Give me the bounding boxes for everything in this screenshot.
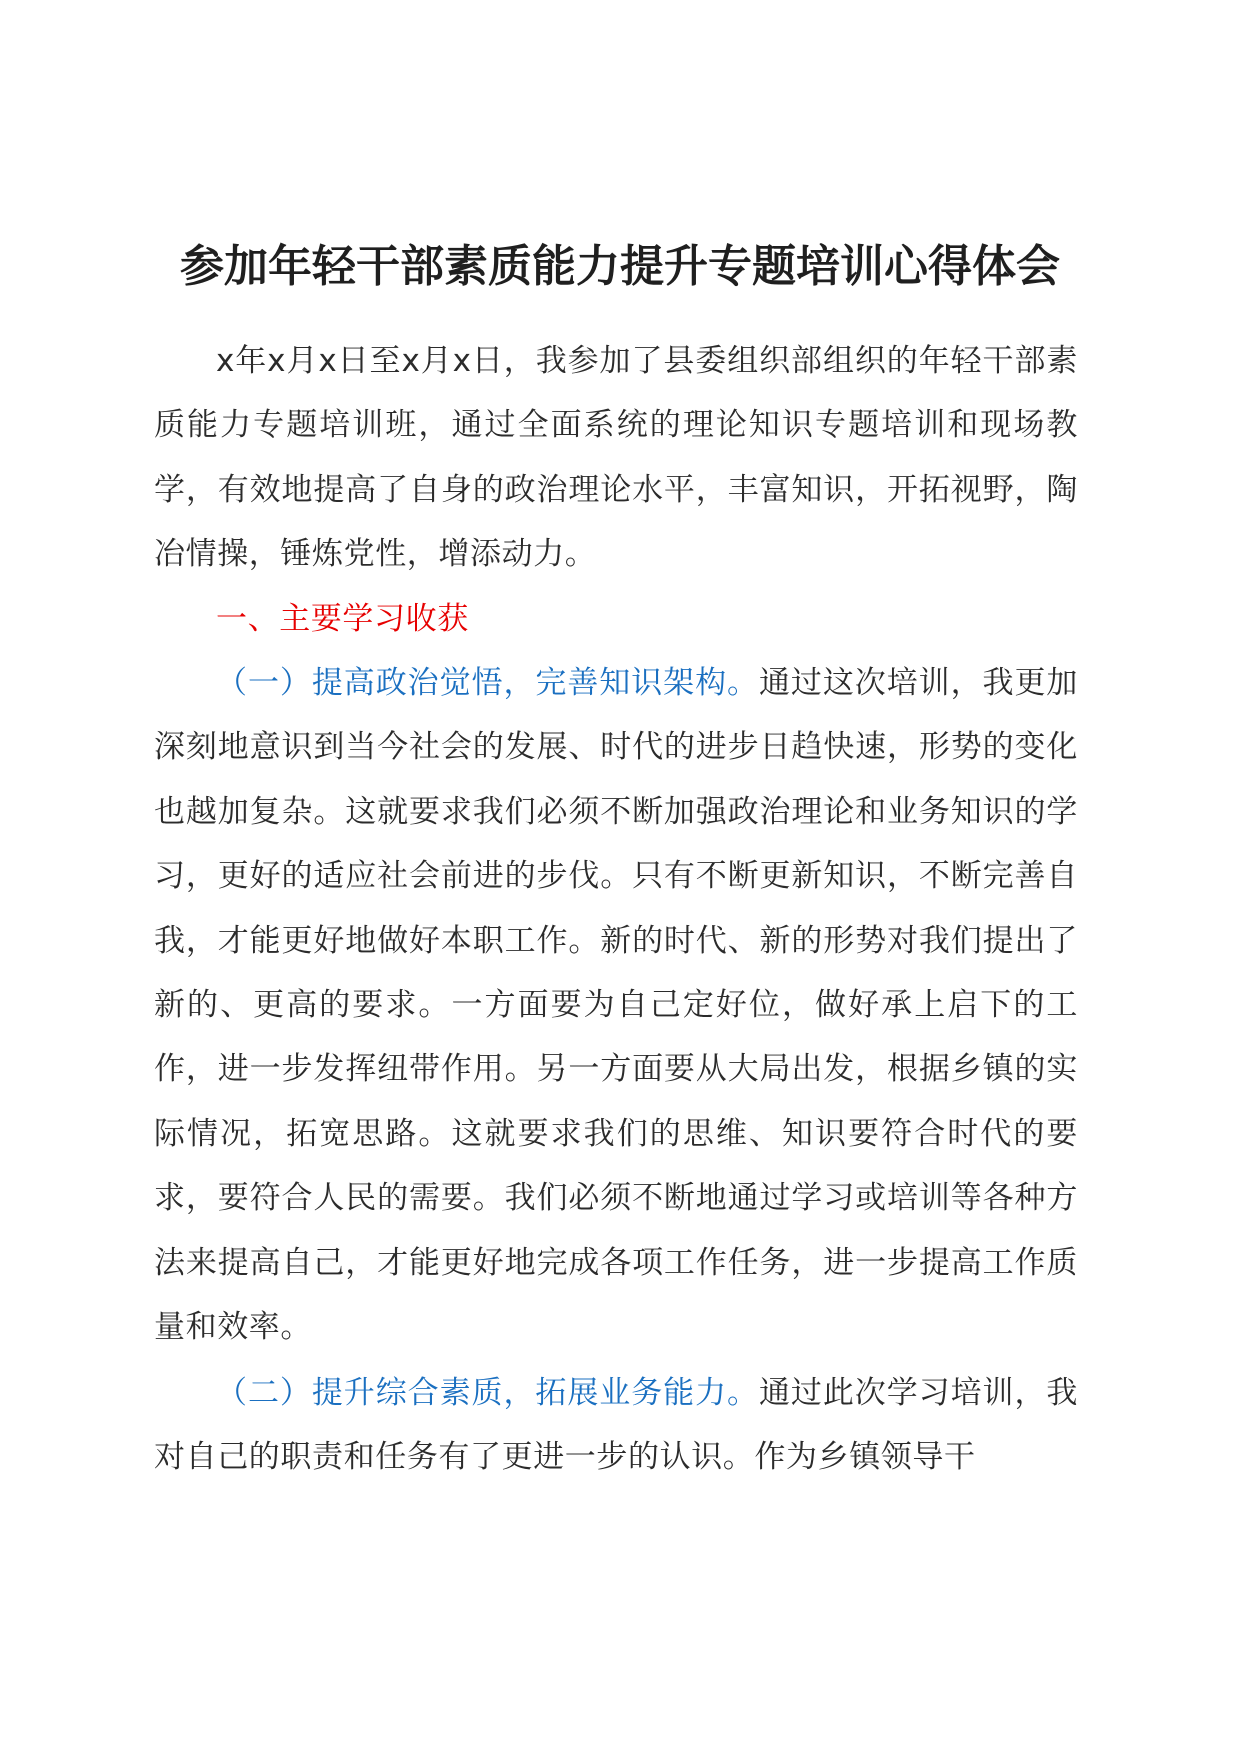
intro-paragraph: x年x月x日至x月x日，我参加了县委组织部组织的年轻干部素质能力专题培训班，通过全面系统的理论知识专题培训和现场教学，有效地提高了自身的政治理论水平，丰富知识，开拓视野，陶冶情操，锤炼党性，增添动力。 xyxy=(154,343,1078,573)
subsection-1-body: 通过这次培训，我更加深刻地意识到当今社会的发展、时代的进步日趋快速，形势的变化也越加复杂。这就要求我们必须不断加强政治理论和业务知识的学习，更好的适应社会前进的步伐。只有不断更新知识，不断完善自我，才能更好地做好本职工作。新的时代、新的形势对我们提出了新的、更高的要求。一方面要为自己定好位，做好承上启下的工作，进一步发挥纽带作用。另一方面要从大局出发，根据乡镇的实际情况，拓宽思路。这就要求我们的思维、知识要符合时代的要求，要符合人民的需要。我们必须不断地通过学习或培训等各种方法来提高自己，才能更好地完成各项工作任务，进一步提高工作质量和效率。 xyxy=(154,665,1078,1346)
subsection-2-paragraph xyxy=(154,1361,1078,1490)
subsection-1-paragraph xyxy=(154,651,1078,1359)
subsection-2-heading: （二）提升综合素质，拓展业务能力。 xyxy=(216,1375,759,1411)
section-heading: 一、主要学习收获 xyxy=(216,601,469,637)
subsection-1-heading: （一）提高政治觉悟，完善知识架构。 xyxy=(216,665,759,701)
document-title: 参加年轻干部素质能力提升专题培训心得体会 xyxy=(180,241,1060,292)
subsection-2-body: 通过此次学习培训，我对自己的职责和任务有了更进一步的认识。作为乡镇领导干 xyxy=(154,1375,1078,1476)
